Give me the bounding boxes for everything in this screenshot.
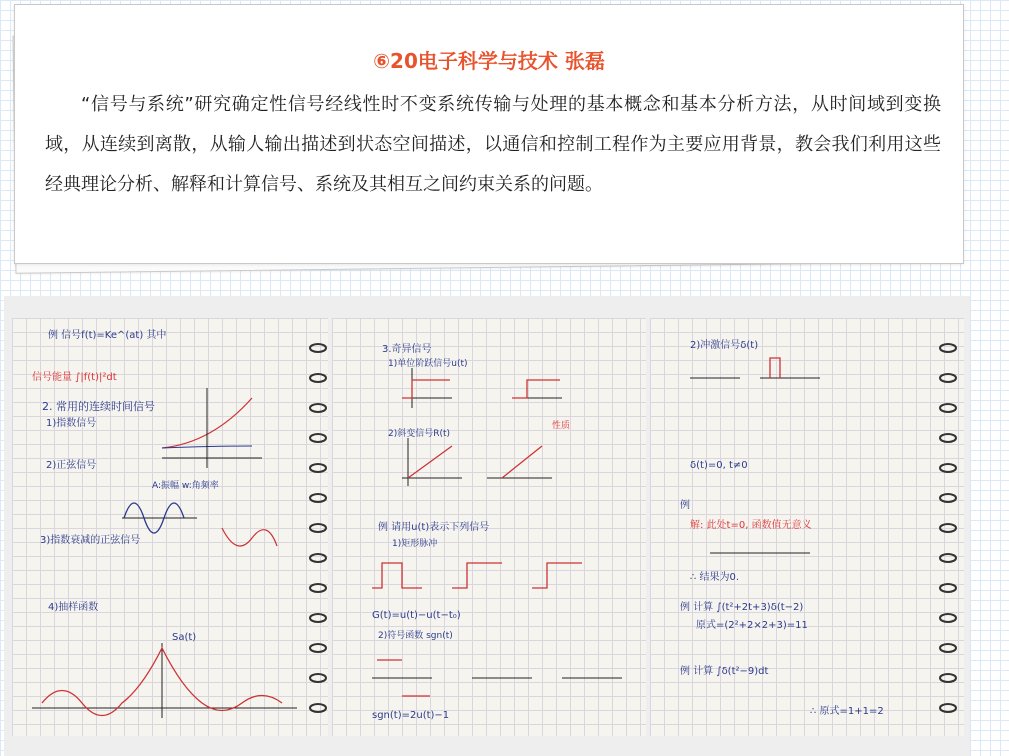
p2-sign-expr: sgn(t)=2u(t)−1 — [372, 710, 450, 721]
p2-rect-pulse: 1)矩形脉冲 — [392, 539, 438, 549]
p1-sine-signal: 2)正弦信号 — [46, 460, 97, 471]
p2-unit-step: 1)单位阶跃信号u(t) — [388, 359, 468, 369]
article-title: ⑥20电子科学与技术 张磊 — [373, 49, 605, 73]
p1-amp-freq: A:振幅 w:角频率 — [152, 481, 219, 491]
p1-sampling-func: 4)抽样函数 — [48, 602, 99, 613]
p1-sa-label: Sa(t) — [172, 632, 197, 643]
notes-page-3-drawing — [650, 318, 964, 736]
p3-example-1: 例 — [680, 500, 690, 511]
p3-result-zero: ∴ 结果为0. — [690, 572, 740, 583]
notes-page-1-drawing — [12, 318, 328, 736]
p3-impulse: 2)冲激信号δ(t) — [690, 340, 759, 351]
svg-text:信号能量 ∫|f(t)|²dt: 信号能量 ∫|f(t)|²dt — [32, 372, 117, 383]
p3-result-11: 原式=(2²+2×2+3)=11 — [696, 620, 808, 631]
notes-photo-3[interactable] — [650, 318, 964, 736]
p3-example-3: 例 计算 ∫δ(t²−9)dt — [680, 666, 769, 677]
p2-sign-func: 2)符号函数 sgn(t) — [378, 631, 453, 641]
p2-ramp: 2)斜变信号R(t) — [388, 429, 451, 439]
p2-rect-expr: G(t)=u(t)−u(t−t₀) — [372, 610, 461, 621]
notes-page-2-drawing — [332, 318, 646, 736]
p2-example: 例 请用u(t)表示下列信号 — [378, 522, 490, 533]
p2-singular-signals: 3.奇异信号 — [382, 344, 432, 355]
p2-property: 性质 — [552, 421, 571, 431]
notes-photo-panel — [4, 296, 970, 756]
notes-photo-1[interactable] — [12, 318, 328, 736]
svg-text:δ(t)=0, t≠0: δ(t)=0, t≠0 — [690, 460, 748, 471]
p3-example-2: 例 计算 ∫(t²+2t+3)δ(t−2) — [680, 602, 804, 613]
notes-photo-2[interactable] — [332, 318, 646, 736]
p1-damped-sine: 3)指数衰减的正弦信号 — [40, 535, 141, 546]
p1-exp-signal: 1)指数信号 — [46, 418, 97, 429]
p3-note: 解: 此处t=0, 函数值无意义 — [690, 520, 812, 531]
svg-text:例 信号f(t)=Ke^(at) 其中: 例 信号f(t)=Ke^(at) 其中 — [48, 330, 167, 341]
article-body: “信号与系统”研究确定性信号经线性时不变系统传输与处理的基本概念和基本分析方法，从时间域到变换域，从连续到离散，从输人输出描述到状态空间描述，以通信和控制工程作为主要应用背景，教会我们利用这些经典理论分析、解释和计算信号、系统及其相互之间约束关系的问题。 — [45, 94, 941, 195]
article-card — [14, 4, 964, 264]
p3-result-2: ∴ 原式=1+1=2 — [810, 706, 884, 717]
p1-heading-common-signals: 2. 常用的连续时间信号 — [42, 400, 155, 413]
